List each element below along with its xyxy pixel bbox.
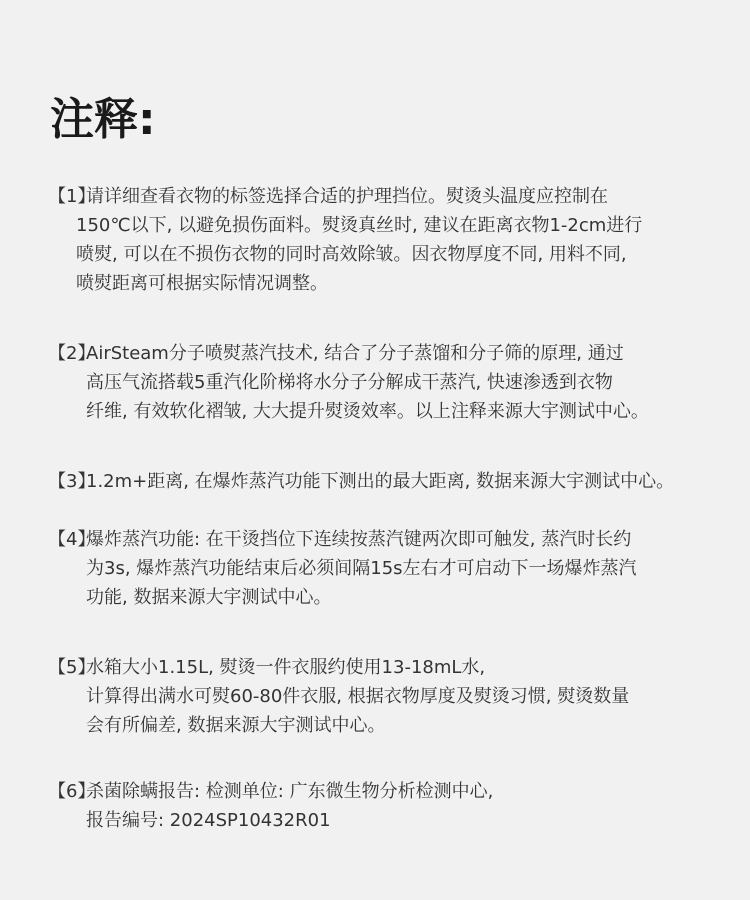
note-6 [48, 777, 493, 835]
note-line: 150℃以下, 以避免损伤面料。熨烫真丝时, 建议在距离衣物1-2cm进行 [76, 215, 643, 236]
note-line: 喷熨, 可以在不损伤衣物的同时高效除皱。因衣物厚度不同, 用料不同, [76, 244, 627, 265]
note-5 [48, 653, 629, 740]
note-3 [48, 467, 674, 496]
note-line [48, 653, 629, 682]
note-marker: 【5】 [48, 657, 96, 678]
note-line: 会有所偏差, 数据来源大宇测试中心。 [86, 715, 386, 736]
note-line: 高压气流搭载5重汽化阶梯将水分子分解成干蒸汽, 快速渗透到衣物 [86, 372, 613, 393]
note-line [48, 525, 637, 554]
note-2 [48, 339, 649, 426]
note-text: 请详细查看衣物的标签选择合适的护理挡位。熨烫头温度应控制在 [86, 186, 608, 207]
note-text: AirSteam分子喷熨蒸汽技术, 结合了分子蒸馏和分子筛的原理, 通过 [86, 343, 624, 364]
note-1 [48, 182, 642, 298]
note-text: 水箱大小1.15L, 熨烫一件衣服约使用13-18mL水, [86, 657, 486, 678]
note-text: 爆炸蒸汽功能: 在干烫挡位下连续按蒸汽键两次即可触发, 蒸汽时长约 [86, 529, 632, 550]
note-marker: 【3】 [48, 471, 96, 492]
page-title: 注释: [50, 94, 156, 145]
note-line: 为3s, 爆炸蒸汽功能结束后必须间隔15s左右才可启动下一场爆炸蒸汽 [86, 558, 637, 579]
note-line: 功能, 数据来源大宇测试中心。 [86, 587, 332, 608]
note-marker: 【4】 [48, 529, 96, 550]
note-marker: 【2】 [48, 343, 96, 364]
note-4 [48, 525, 637, 612]
note-marker: 【1】 [48, 186, 96, 207]
note-line [48, 339, 649, 368]
note-text: 1.2m+距离, 在爆炸蒸汽功能下测出的最大距离, 数据来源大宇测试中心。 [86, 471, 675, 492]
note-line [48, 777, 493, 806]
note-line: 报告编号: 2024SP10432R01 [86, 810, 331, 831]
note-marker: 【6】 [48, 781, 96, 802]
note-text: 杀菌除螨报告: 检测单位: 广东微生物分析检测中心, [86, 781, 494, 802]
note-line: 喷熨距离可根据实际情况调整。 [76, 273, 328, 294]
note-line: 纤维, 有效软化褶皱, 大大提升熨烫效率。以上注释来源大宇测试中心。 [86, 401, 649, 422]
note-line [48, 467, 674, 496]
note-line [48, 182, 642, 211]
note-line: 计算得出满水可熨60-80件衣服, 根据衣物厚度及熨烫习惯, 熨烫数量 [86, 686, 630, 707]
